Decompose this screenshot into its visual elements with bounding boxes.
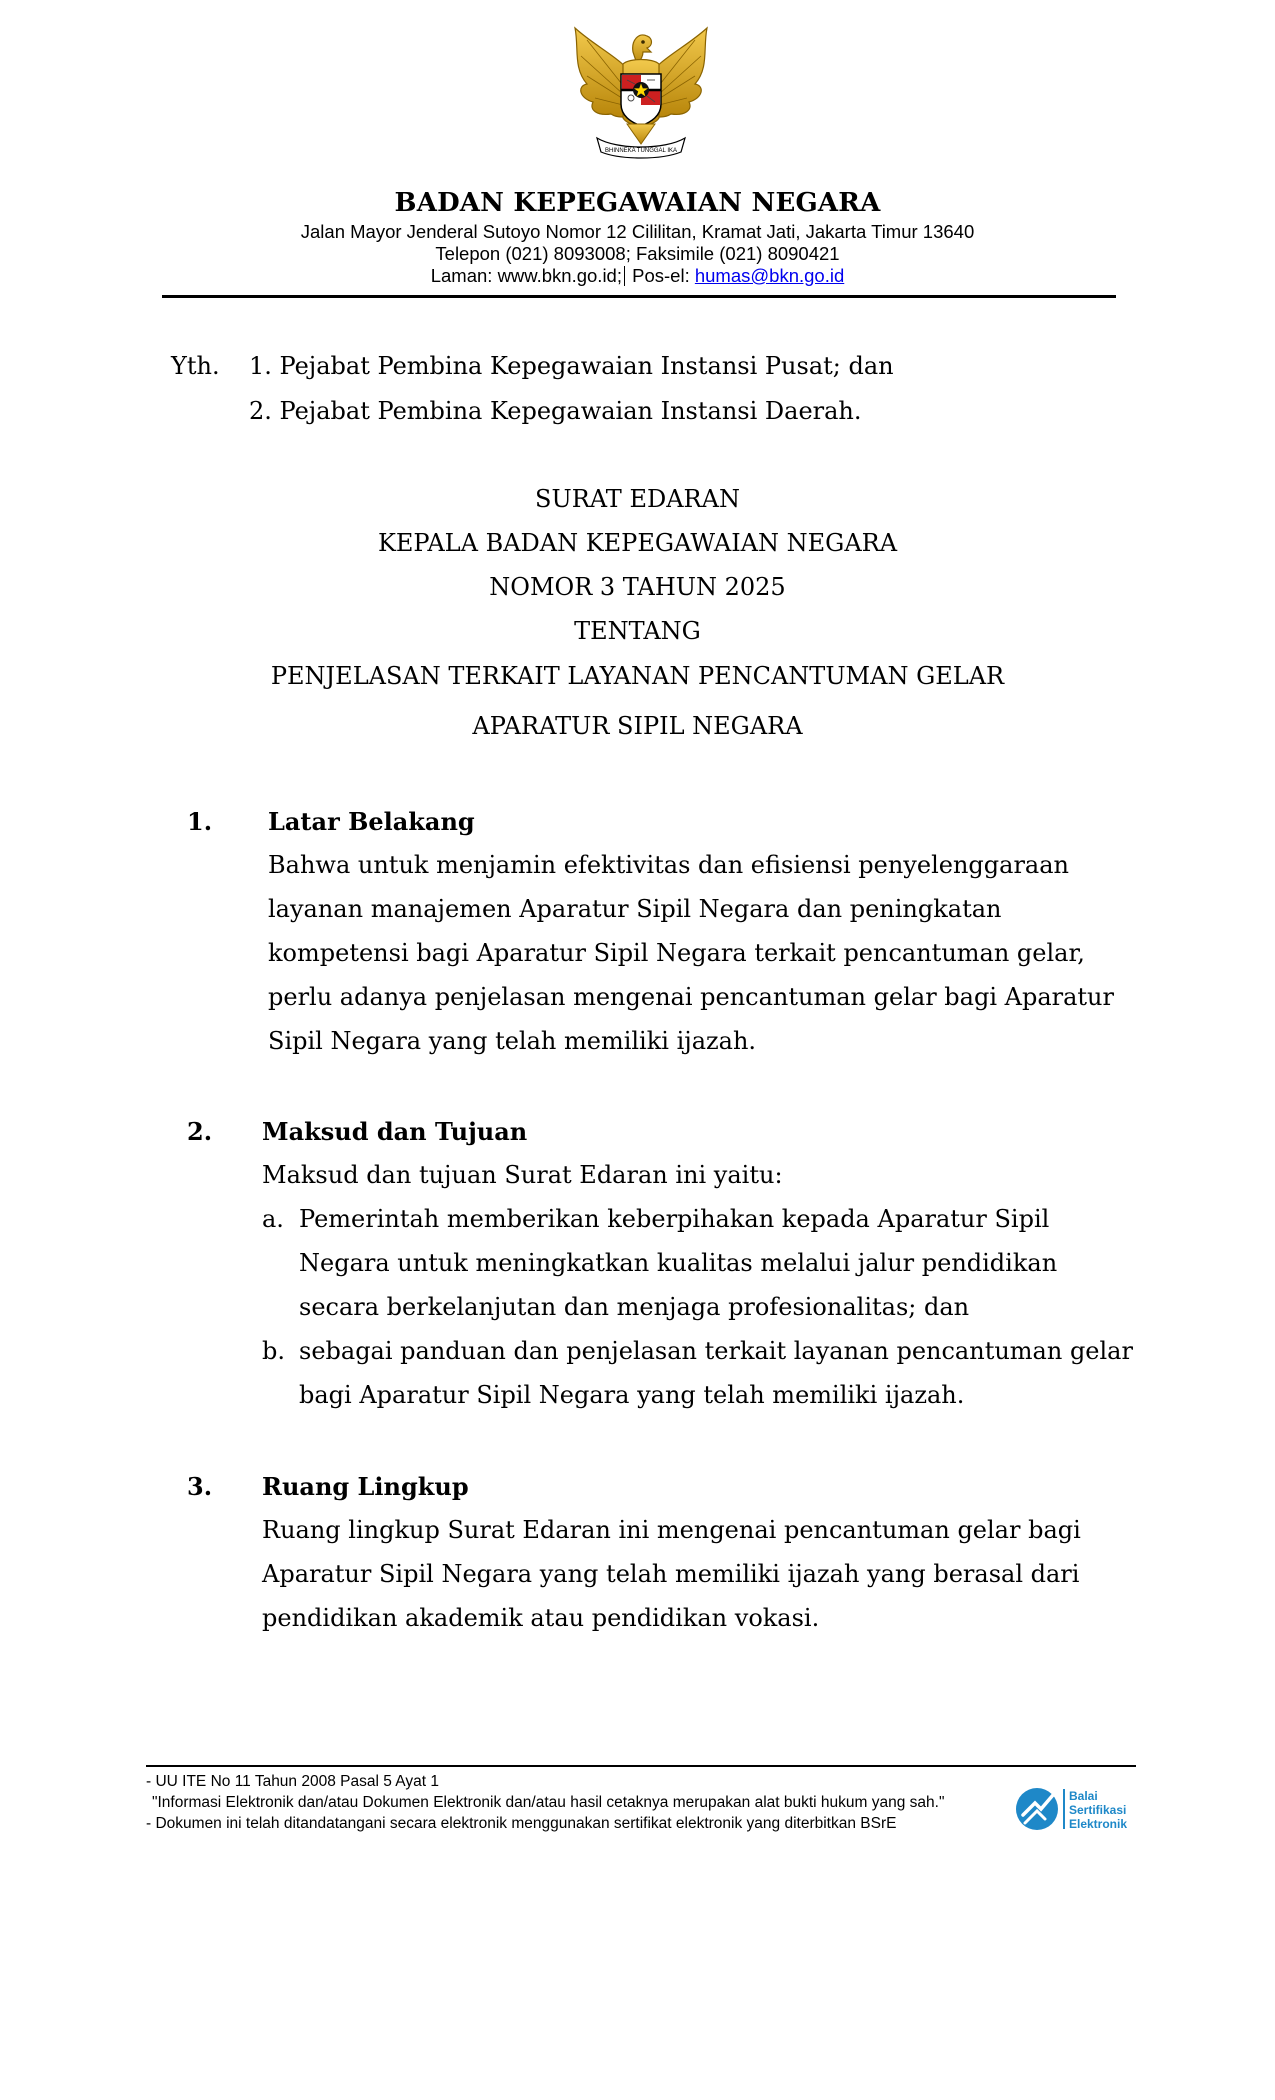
list-item-line: Pemerintah memberikan keberpihakan kepada Aparatur Sipil [299,1205,1050,1233]
paragraph-line: perlu adanya penjelasan mengenai pencantuman gelar bagi Aparatur [268,983,1114,1011]
section-intro: Maksud dan tujuan Surat Edaran ini yaitu: [262,1161,783,1189]
paragraph-line: Bahwa untuk menjamin efektivitas dan efisiensi penyelenggaraan [268,851,1069,879]
text-cursor-divider [624,266,625,286]
bsre-logo-text: Elektronik [1069,1817,1128,1831]
bsre-logo-text: Balai [1069,1789,1098,1803]
paragraph-line: Aparatur Sipil Negara yang telah memiliki ijazah yang berasal dari [262,1560,1080,1588]
footer-law-quote: "Informasi Elektronik dan/atau Dokumen Elektronik dan/atau hasil cetaknya merupakan alat bukti hukum yang sah." [152,1794,945,1811]
list-item-line: sebagai panduan dan penjelasan terkait layanan pencantuman gelar [299,1337,1133,1365]
section-heading: Maksud dan Tujuan [262,1117,528,1146]
bsre-logo-text: Sertifikasi [1069,1803,1127,1817]
list-item-line: bagi Aparatur Sipil Negara yang telah memiliki ijazah. [299,1381,965,1409]
subject-line-2: APARATUR SIPIL NEGARA [472,712,803,740]
email-label: Pos-el: [632,265,690,286]
paragraph-line: kompetensi bagi Aparatur Sipil Negara terkait pencantuman gelar, [268,939,1085,967]
footer-law-reference: - UU ITE No 11 Tahun 2008 Pasal 5 Ayat 1 [146,1773,439,1790]
section-paragraph [262,1508,1133,1640]
section-heading: Ruang Lingkup [262,1472,469,1501]
garuda-emblem-icon [567,18,715,170]
agency-website: Laman: www.bkn.go.id; [430,265,622,286]
list-item-line: Negara untuk meningkatkan kualitas melalui jalur pendidikan [299,1249,1058,1277]
document-type: SURAT EDARAN [535,485,740,513]
section-heading: Latar Belakang [268,807,475,836]
paragraph-line: Sipil Negara yang telah memiliki ijazah. [268,1027,757,1055]
header-divider [162,295,1116,298]
agency-phone: Telepon (021) 8093008; Faksimile (021) 8090421 [435,243,840,264]
paragraph-line: layanan manajemen Aparatur Sipil Negara dan peningkatan [268,895,1002,923]
subject-line-1: PENJELASAN TERKAIT LAYANAN PENCANTUMAN GELAR [270,662,1005,690]
list-item [299,1197,1133,1329]
bsre-logo-icon [1015,1785,1141,1833]
about-label: TENTANG [574,617,701,645]
section-paragraph [268,843,1133,1063]
paragraph-line: pendidikan akademik atau pendidikan vokasi. [262,1604,820,1632]
emblem-ribbon-text: BHINNEKA TUNGGAL IKA [604,148,678,154]
list-marker: a. [262,1205,284,1233]
addressee-item: 1. Pejabat Pembina Kepegawaian Instansi Pusat; dan [249,352,894,380]
agency-address: Jalan Mayor Jenderal Sutoyo Nomor 12 Cililitan, Kramat Jati, Jakarta Timur 13640 [300,221,975,242]
addressee-item: 2. Pejabat Pembina Kepegawaian Instansi Daerah. [249,397,862,425]
issuer-title: KEPALA BADAN KEPEGAWAIAN NEGARA [377,529,898,557]
list-marker: b. [262,1337,285,1365]
agency-contact [0,265,1275,287]
section-number: 3. [187,1472,213,1501]
section-number: 2. [187,1117,213,1146]
footer-divider [146,1765,1136,1767]
section-number: 1. [187,807,213,836]
list-item [299,1329,1133,1417]
footer-signature-note: - Dokumen ini telah ditandatangani secara elektronik menggunakan sertifikat elektronik yang diterbitkan BSrE [146,1815,897,1832]
list-item-line: secara berkelanjutan dan menjaga profesionalitas; dan [299,1293,970,1321]
agency-name: BADAN KEPEGAWAIAN NEGARA [394,188,881,218]
document-number: NOMOR 3 TAHUN 2025 [489,573,786,601]
addressee-label: Yth. [171,352,220,380]
paragraph-line: Ruang lingkup Surat Edaran ini mengenai pencantuman gelar bagi [262,1516,1081,1544]
email-link[interactable]: humas@bkn.go.id [694,265,845,286]
